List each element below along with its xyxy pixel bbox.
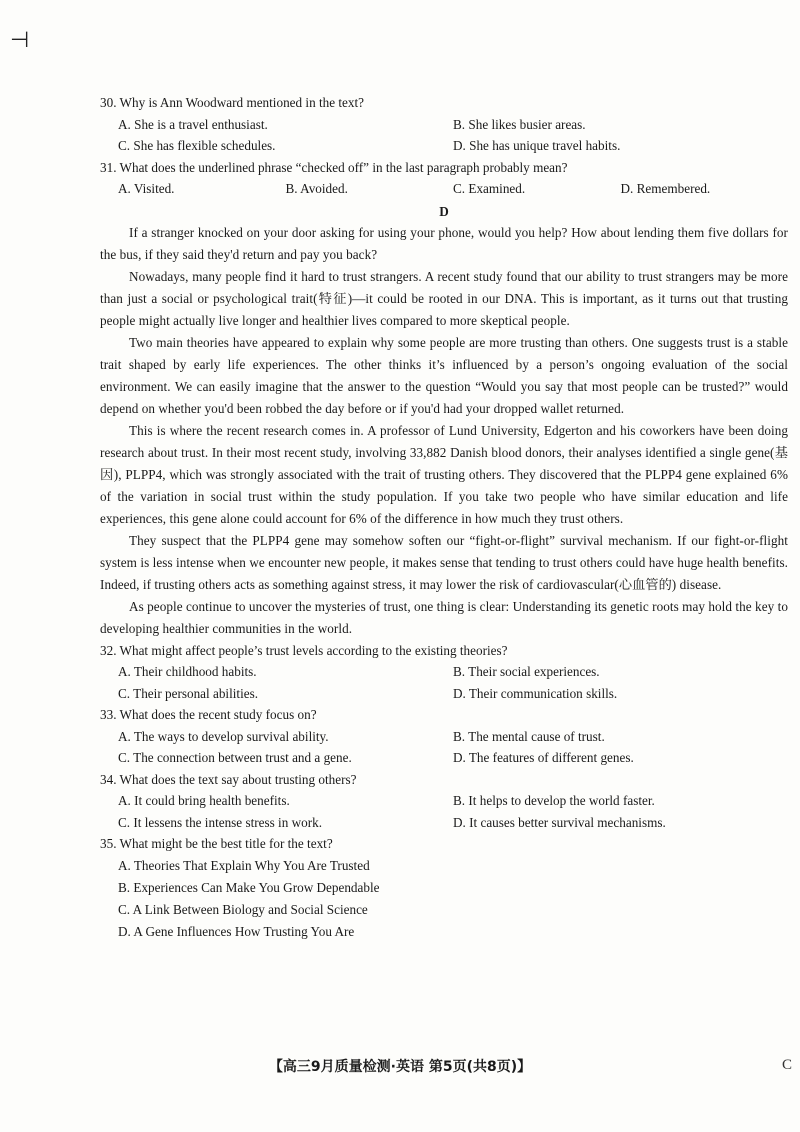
option-33-c: C. The connection between trust and a gene.	[118, 750, 352, 765]
passage-paragraph: They suspect that the PLPP4 gene may somehow soften our “fight-or-flight” survival mechanism. If our fight-or-flight system is less intense when we encounter new people, it makes sense that tending to trust others could have huge health benefits. Indeed, if trusting others acts as something against stress, it may lower the risk of cardiovascular(心血管的) disease.	[100, 532, 788, 592]
corner-crop-mark: ⊣	[10, 28, 30, 53]
question-34	[100, 769, 788, 834]
passage-paragraph: If a stranger knocked on your door asking for using your phone, would you help? How about lending them five dollars for the bus, if they said they'd return and pay you back?	[100, 224, 788, 262]
passage-paragraph: This is where the recent research comes in. A professor of Lund University, Edgerton and his coworkers have been doing research about trust. In their most recent study, involving 33,882 Danish blood donors, their analyses identified a single gene(基因), PLPP4, which was strongly associated with the trait of trusting others. They discovered that the PLPP4 gene explained 6% of the variation in social trust within the study population. If you take two people who have similar education and life experiences, this gene alone could account for 6% of the difference in how much they trust others.	[100, 422, 788, 526]
option-32-a: A. Their childhood habits.	[118, 664, 257, 679]
option-31-b: B. Avoided.	[285, 181, 348, 196]
option-34-d: D. It causes better survival mechanisms.	[453, 814, 666, 830]
question-30-stem: 30. Why is Ann Woodward mentioned in the text?	[100, 95, 364, 110]
option-31-c: C. Examined.	[453, 181, 526, 196]
question-31-stem: 31. What does the underlined phrase “checked off” in the last paragraph probably mean?	[100, 159, 568, 175]
option-31-a: A. Visited.	[118, 181, 175, 196]
option-32-c: C. Their personal abilities.	[118, 685, 259, 701]
option-35-a: A. Theories That Explain Why You Are Trusted	[118, 857, 370, 873]
question-35	[100, 833, 788, 943]
option-35-c: C. A Link Between Biology and Social Science	[118, 901, 368, 917]
page-footer: 【高三9月质量检测·英语 第5页(共8页)】	[268, 1059, 532, 1075]
question-33-stem: 33. What does the recent study focus on?	[100, 707, 317, 722]
option-33-b: B. The mental cause of trust.	[453, 728, 605, 744]
option-34-a: A. It could bring health benefits.	[118, 793, 290, 808]
question-33	[100, 704, 788, 769]
option-33-d: D. The features of different genes.	[453, 750, 634, 765]
option-30-c: C. She has flexible schedules.	[118, 138, 276, 153]
option-33-a: A. The ways to develop survival ability.	[118, 728, 329, 744]
option-35-d: D. A Gene Influences How Trusting You Are	[118, 923, 355, 939]
question-34-stem: 34. What does the text say about trusting others?	[100, 771, 357, 787]
option-34-c: C. It lessens the intense stress in work.	[118, 814, 323, 830]
edge-mark: C	[781, 1057, 792, 1073]
question-32-stem: 32. What might affect people’s trust levels according to the existing theories?	[100, 642, 508, 658]
reading-passage	[100, 222, 788, 640]
question-30	[100, 92, 788, 157]
section-label: D	[439, 203, 449, 219]
question-35-stem: 35. What might be the best title for the text?	[100, 836, 333, 851]
option-30-d: D. She has unique travel habits.	[453, 138, 621, 153]
option-32-d: D. Their communication skills.	[453, 685, 618, 701]
option-32-b: B. Their social experiences.	[453, 664, 600, 679]
passage-paragraph: Nowadays, many people find it hard to trust strangers. A recent study found that our ability to trust strangers may be more than just a social or psychological trait(特征)—it could be rooted in our DNA. This is important, as it turns out that trusting people might actually live longer and healthier lives compared to more skeptical people.	[100, 268, 788, 328]
option-30-a: A. She is a travel enthusiast.	[118, 116, 268, 132]
option-31-d: D. Remembered.	[620, 181, 711, 196]
option-34-b: B. It helps to develop the world faster.	[453, 793, 655, 808]
question-31	[100, 157, 788, 200]
passage-paragraph: Two main theories have appeared to explain why some people are more trusting than others. One suggests trust is a stable trait shaped by early life experiences. The other thinks it’s influenced by a person’s ongoing evaluation of the social environment. We can easily imagine that the answer to the question “Would you say that most people can be trusted?” would depend on whether you'd been robbed the day before or if you'd had your dropped wallet returned.	[100, 334, 788, 416]
question-32	[100, 640, 788, 705]
passage-paragraph: As people continue to uncover the mysteries of trust, one thing is clear: Understanding its genetic roots may hold the key to developing healthier communities in the world.	[100, 598, 788, 636]
exam-page	[100, 92, 788, 943]
option-30-b: B. She likes busier areas.	[453, 116, 586, 132]
option-35-b: B. Experiences Can Make You Grow Dependable	[118, 879, 380, 895]
